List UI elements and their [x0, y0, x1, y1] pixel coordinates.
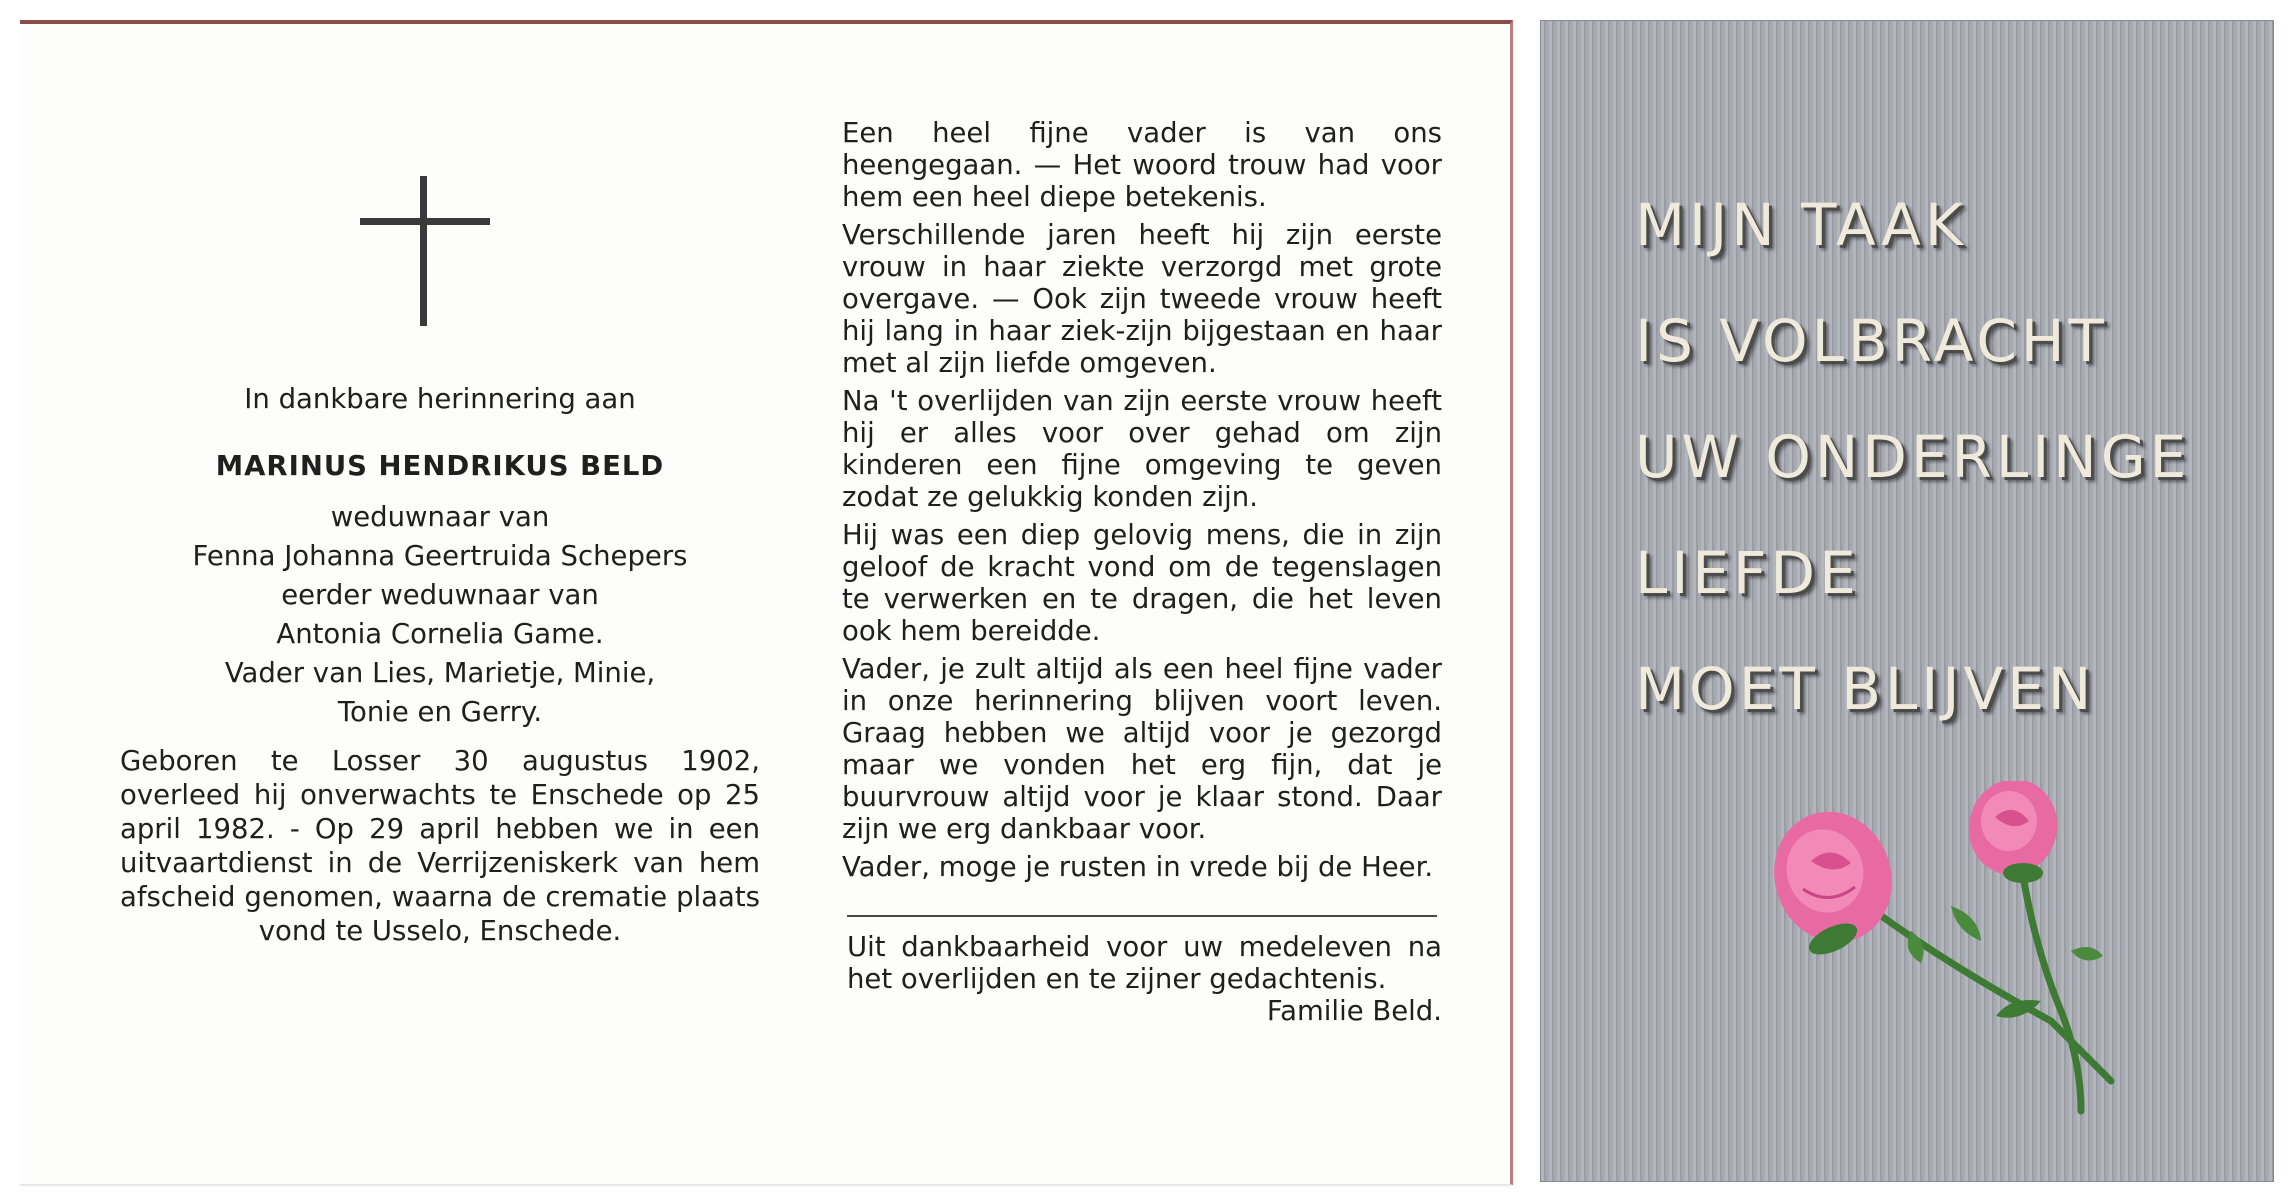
thanks-text: Uit dankbaarheid voor uw medeleven na het overlijden en te zijner gedachtenis.	[847, 931, 1442, 995]
verse-line: MOET BLIJVEN	[1635, 655, 2096, 723]
signature: Familie Beld.	[1266, 995, 1442, 1027]
verse-line: IS VOLBRACHT	[1635, 307, 2108, 375]
dedication: In dankbare herinnering aan	[244, 383, 636, 415]
relation-line: Fenna Johanna Geertruida Schepers	[192, 540, 688, 572]
paragraph: Vader, je zult altijd als een heel fijne vader in onze herinnering blijven voort leven. Graag hebben we altijd voor je gezorgd maar we vonden het erg fijn, dat je buurvrouw altijd voor je klaar stond. Daar zijn we erg dankbaar voor.	[842, 653, 1442, 845]
relation-line: weduwnaar van	[330, 501, 550, 533]
right-column-text	[842, 117, 1442, 1027]
thanks-block	[847, 931, 1442, 1027]
verse-line: MIJN TAAK	[1635, 191, 1968, 259]
paragraph: Vader, moge je rusten in vrede bij de Heer.	[842, 851, 1434, 883]
paragraph: Na 't overlijden van zijn eerste vrouw heeft hij er alles voor over gehad om zijn kinderen een fijne omgeving te geven zodat ze gelukkig konden zijn.	[842, 385, 1442, 513]
paragraph: Hij was een diep gelovig mens, die in zijn geloof de kracht vond om de tegenslagen te verwerken en te dragen, die het leven ook hem bereidde.	[842, 519, 1442, 647]
memorial-photo	[1540, 20, 2274, 1182]
roses-illustration	[1751, 781, 2131, 1121]
divider	[847, 915, 1437, 917]
relation-line: Tonie en Gerry.	[337, 696, 543, 728]
relation-line: Antonia Cornelia Game.	[276, 618, 604, 650]
paragraph: Verschillende jaren heeft hij zijn eerste vrouw in haar ziekte verzorgd met grote overgave. — Ook zijn tweede vrouw heeft hij lang in haar ziek-zijn bijgestaan en haar met al zijn liefde omgeven.	[842, 219, 1442, 379]
memorial-card-text	[20, 20, 1513, 1185]
verse-text	[1635, 167, 2190, 747]
deceased-name: MARINUS HENDRIKUS BELD	[215, 450, 665, 482]
verse-line: LIEFDE	[1635, 539, 1860, 607]
paragraph: Een heel fijne vader is van ons heengegaan. — Het woord trouw had voor hem een heel diepe betekenis.	[842, 117, 1442, 213]
relation-line: Vader van Lies, Marietje, Minie,	[224, 657, 656, 689]
relation-line: eerder weduwnaar van	[281, 579, 599, 611]
birth-death-paragraph: Geboren te Losser 30 augustus 1902, overleed hij onverwachts te Enschede op 25 april 1982. - Op 29 april hebben we in een uitvaartdienst in de Verrijzeniskerk van hem afscheid genomen, waarna de crematie plaats vond te Usselo, Enschede.	[120, 745, 760, 947]
cross-icon	[360, 176, 490, 326]
left-column	[120, 380, 760, 948]
verse-line: UW ONDERLINGE	[1635, 423, 2191, 491]
